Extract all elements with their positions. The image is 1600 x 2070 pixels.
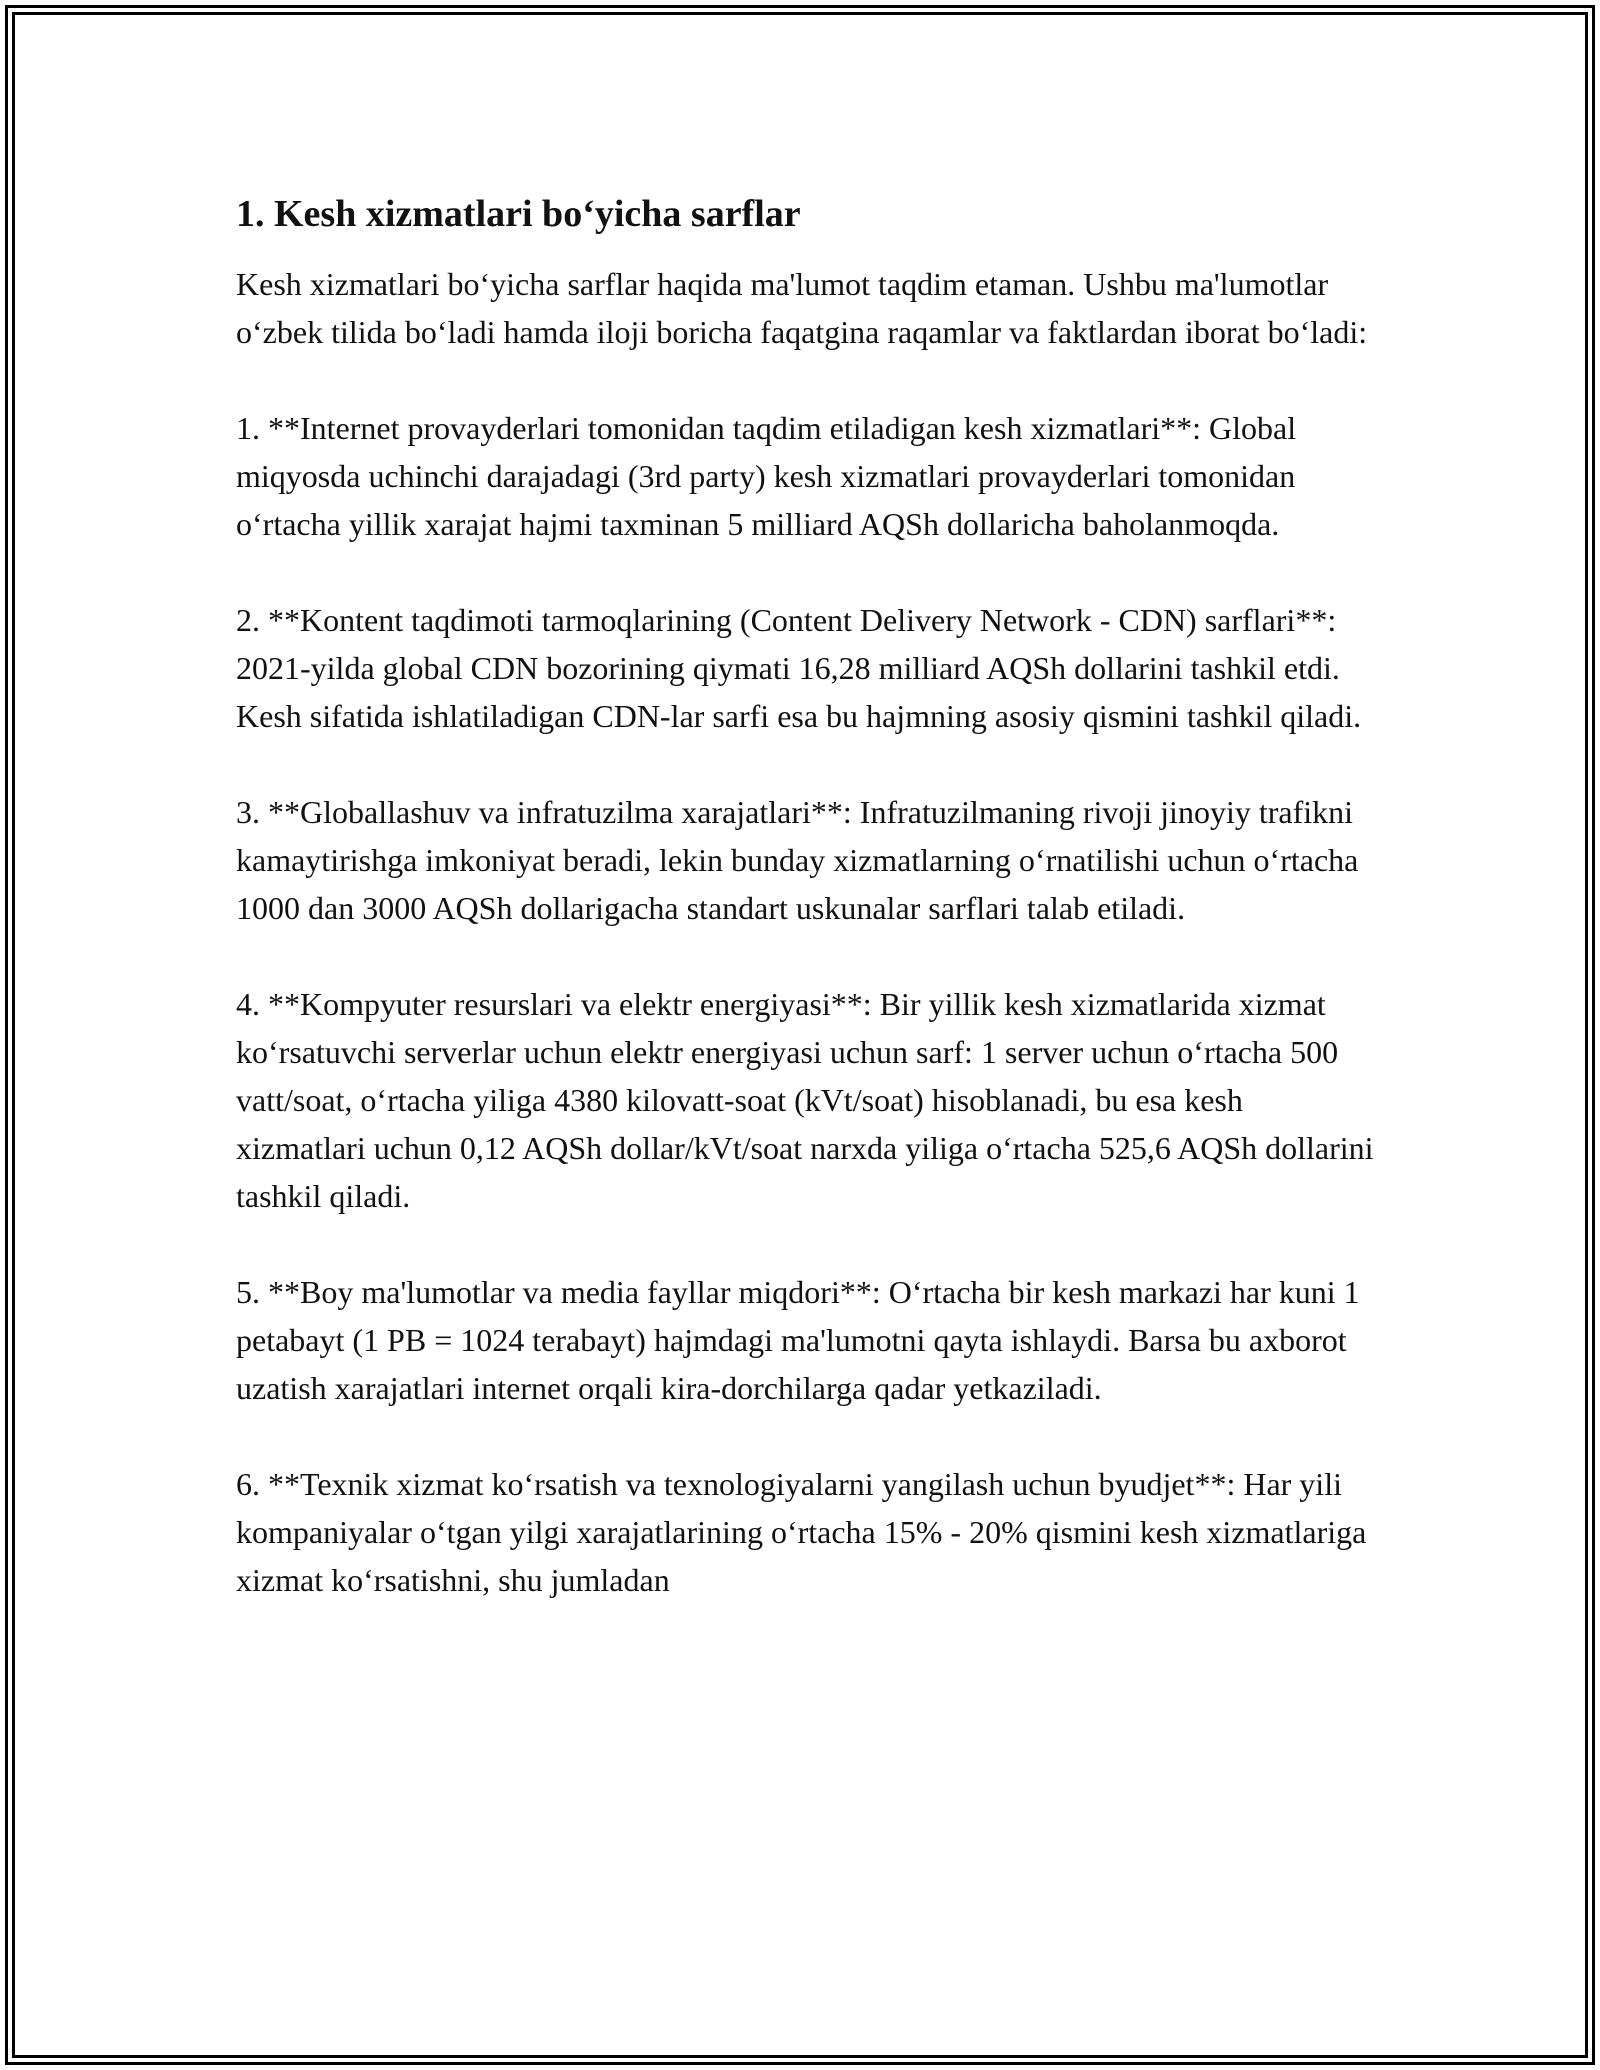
list-item-6: 6. **Texnik xizmat ko‘rsatish va texnologiyalarni yangilash uchun byudjet**: Har yili kompaniyalar o‘tgan yilgi xarajatlarining o‘rtacha 15% - 20% qismini kesh xizmatlariga xizmat ko‘rsatishni, shu jumladan xyxy=(236,1466,1367,1598)
list-item-4: 4. **Kompyuter resurslari va elektr energiyasi**: Bir yillik kesh xizmatlarida xizmat ko‘rsatuvchi serverlar uchun elektr energiyasi uchun sarf: 1 server uchun o‘rtacha 500 vatt/soat, o‘rtacha yiliga 4380 kilovatt-soat (kVt/soat) hisoblanadi, bu esa kesh xizmatlari uchun 0,12 AQSh dollar/kVt/soat narxda yiliga o‘rtacha 525,6 AQSh dollarini tashkil qiladi. xyxy=(236,986,1374,1214)
intro-paragraph: Kesh xizmatlari bo‘yicha sarflar haqida ma'lumot taqdim etaman. Ushbu ma'lumotlar o‘zbek tilida bo‘ladi hamda iloji boricha faqatgina raqamlar va faktlardan iborat bo‘ladi: xyxy=(236,266,1368,350)
list-item-5: 5. **Boy ma'lumotlar va media fayllar miqdori**: O‘rtacha bir kesh markazi har kuni 1 petabayt (1 PB = 1024 terabayt) hajmdagi ma'lumotni qayta ishlaydi. Barsa bu axborot uzatish xarajatlari internet orqali kira-dorchilarga qadar yetkaziladi. xyxy=(236,1274,1360,1406)
list-item-3: 3. **Globallashuv va infratuzilma xarajatlari**: Infratuzilmaning rivoji jinoyiy trafikni kamaytirishga imkoniyat beradi, lekin bunday xizmatlarning o‘rnatilishi uchun o‘rtacha 1000 dan 3000 AQSh dollarigacha standart uskunalar sarflari talab etiladi. xyxy=(236,794,1359,926)
list-item-2: 2. **Kontent taqdimoti tarmoqlarining (Content Delivery Network - CDN) sarflari**: 2021-yilda global CDN bozorining qiymati 16,28 milliard AQSh dollarini tashkil etdi. Kesh sifatida ishlatiladigan CDN-lar sarfi esa bu hajmning asosiy qismini tashkil qiladi. xyxy=(236,602,1362,734)
document-body xyxy=(236,188,1376,1652)
list-item-1: 1. **Internet provayderlari tomonidan taqdim etiladigan kesh xizmatlari**: Global miqyosda uchinchi darajadagi (3rd party) kesh xizmatlari provayderlari tomonidan o‘rtacha yillik xarajat hajmi taxminan 5 milliard AQSh dollaricha baholanmoqda. xyxy=(236,410,1297,542)
document-title: 1. Kesh xizmatlari bo‘yicha sarflar xyxy=(236,193,801,235)
